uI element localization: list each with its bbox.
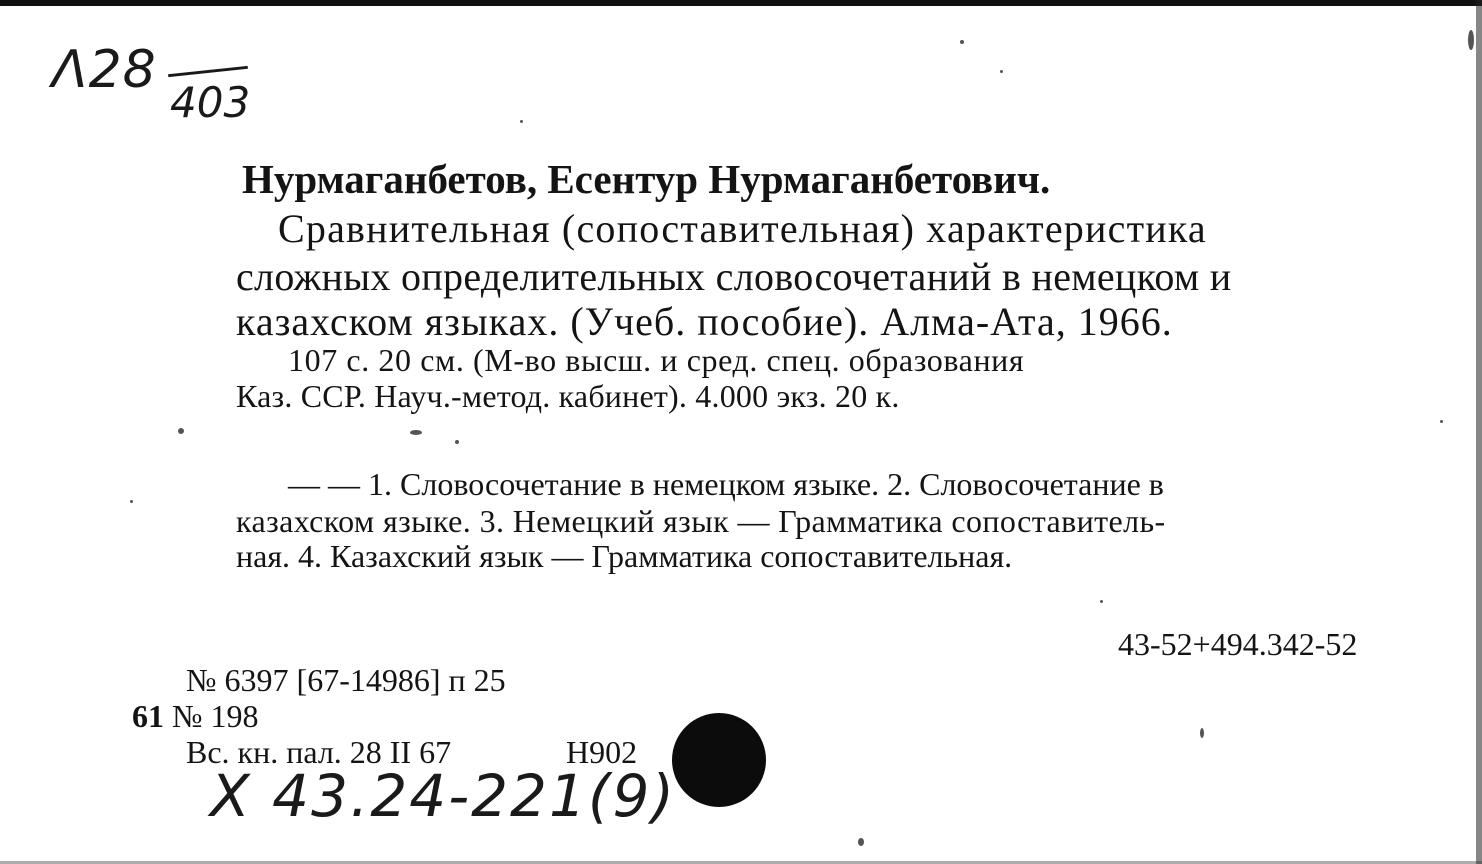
card-number-value: № 198 — [172, 698, 259, 734]
classification-code: 43-52+494.342-52 — [1118, 626, 1358, 662]
title-line: сложных определительных словосочетаний в немецком и — [236, 254, 1232, 299]
card-number — [132, 698, 259, 735]
subject-line: ная. 4. Казахский язык — Грамматика сопоставительная. — [236, 538, 1013, 574]
author-heading: Нурмаганбетов, Есентур Нурмаганбетович. — [242, 156, 1051, 202]
scan-edge-right — [1476, 0, 1482, 864]
shelf-mark-handwritten: Λ28 — [52, 40, 157, 100]
print-code: Н902 — [566, 734, 638, 770]
title-line: казахском языках. (Учеб. пособие). Алма-Ата, 1966. — [236, 299, 1173, 344]
punch-hole — [672, 713, 766, 807]
imprint-line: Каз. ССР. Науч.-метод. кабинет). 4.000 экз. 20 к. — [236, 378, 900, 414]
scan-edge-top — [0, 0, 1482, 6]
subject-line: — — 1. Словосочетание в немецком языке. 2. Словосочетание в — [288, 466, 1164, 502]
imprint-line: 107 с. 20 см. (М-во высш. и сред. спец. образования — [288, 342, 1025, 378]
shelf-mark-rule — [168, 66, 248, 77]
title-line: Сравнительная (сопоставительная) характеристика — [278, 206, 1207, 251]
shelf-mark-fraction: 403 — [170, 78, 251, 127]
chamber-date: Вс. кн. пал. 28 II 67 — [186, 734, 452, 770]
record-number: № 6397 [67-14986] п 25 — [186, 662, 506, 698]
card-number-prefix: 61 — [132, 698, 164, 734]
inventory-number-handwritten: Х 43.24-221(9) — [210, 762, 677, 830]
subject-line: казахском языке. 3. Немецкий язык — Грамматика сопоставитель- — [236, 503, 1166, 539]
